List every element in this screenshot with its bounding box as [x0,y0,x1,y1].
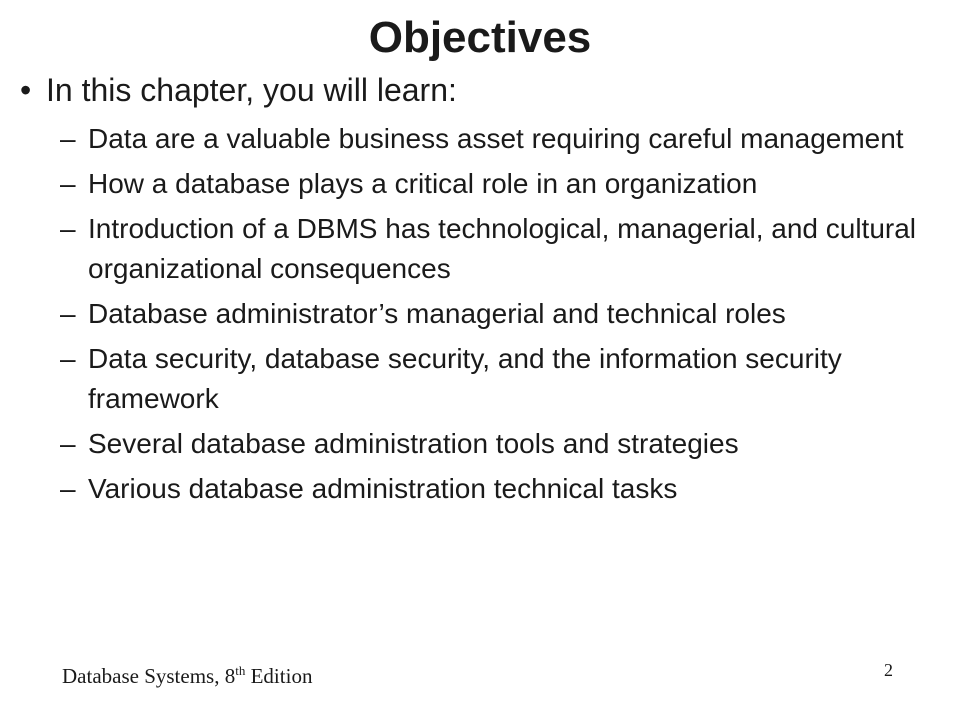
list-item [60,339,940,419]
dash-icon: – [60,428,76,459]
list-item-text: Database administrator’s managerial and technical roles [88,298,786,329]
dash-icon: – [60,213,76,244]
list-item-text: Data are a valuable business asset requiring careful management [88,123,904,154]
intro-bullet [20,70,457,110]
list-item [60,294,940,334]
list-item [60,424,940,464]
page-number: 2 [884,660,893,680]
list-item [60,164,940,204]
footer-book-title [62,663,312,689]
list-item-text: Introduction of a DBMS has technological, managerial, and cultural organizational consequences [88,213,917,284]
objectives-list [60,119,940,514]
dash-icon: – [60,168,76,199]
footer-book-prefix: Database Systems, 8 [62,664,236,688]
footer-book-suffix: Edition [245,664,313,688]
dash-icon: – [60,298,76,329]
list-item-text: How a database plays a critical role in an organization [88,168,758,199]
bullet-icon: • [20,72,32,108]
list-item-text: Data security, database security, and the information security framework [88,343,842,414]
list-item [60,469,940,509]
list-item [60,119,940,159]
dash-icon: – [60,123,76,154]
intro-text: In this chapter, you will learn: [46,72,457,108]
list-item [60,209,940,289]
list-item-text: Various database administration technical tasks [88,473,678,504]
slide-title: Objectives [368,13,592,62]
dash-icon: – [60,343,76,374]
list-item-text: Several database administration tools and strategies [88,428,739,459]
footer-edition-superscript: th [235,663,246,678]
dash-icon: – [60,473,76,504]
